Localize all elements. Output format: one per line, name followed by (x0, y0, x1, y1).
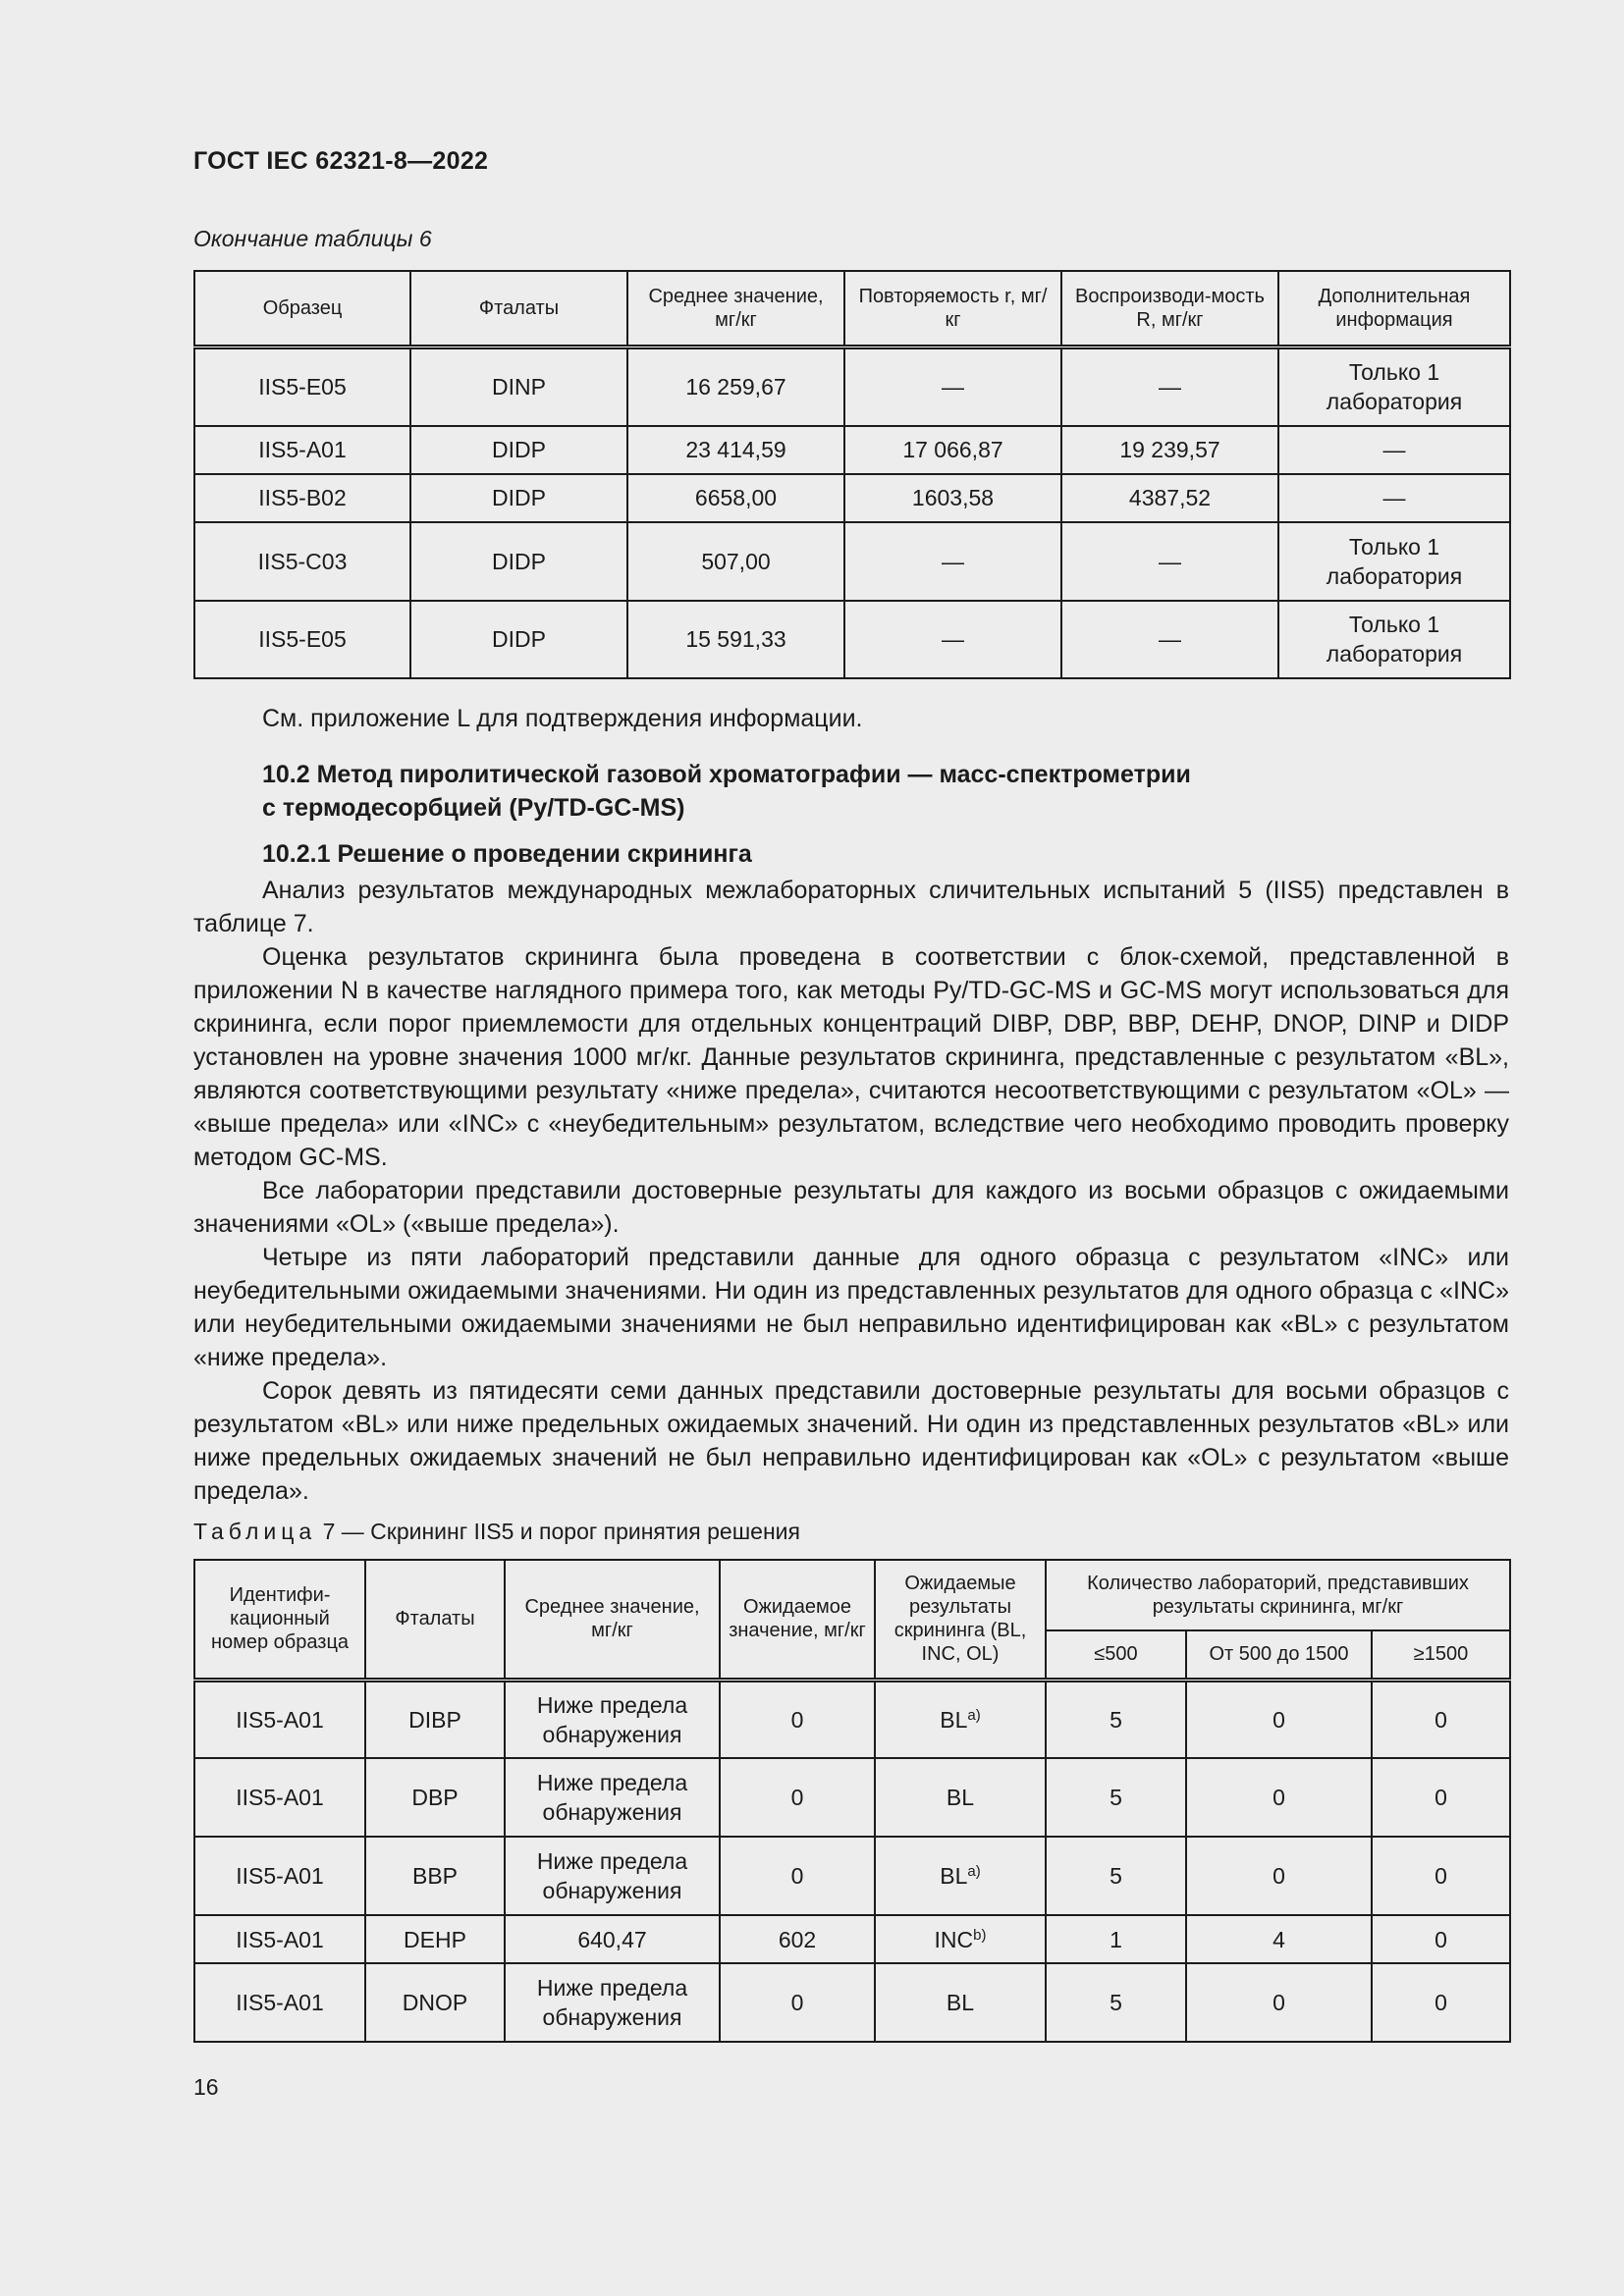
table-cell: 0 (1186, 1680, 1372, 1758)
paragraph: Сорок девять из пятидесяти семи данных представили достоверные результаты для восьми образцов с результатом «BL» или ниже предельных ожидаемых значений. Ни один из представленных результатов «BL» или ниже предельных ожидаемых значений не был неправильно идентифицирован как «OL» с результатом «выше предела». (193, 1377, 1509, 1505)
table-cell: IIS5-A01 (194, 1837, 365, 1915)
table-cell: 0 (1186, 1963, 1372, 2042)
table-row (194, 1758, 1510, 1837)
table6-col-reproducibility: Воспроизводи-мость R, мг/кг (1061, 271, 1278, 347)
table-cell (875, 1915, 1046, 1963)
table-cell: IIS5-C03 (194, 522, 410, 601)
table-cell: — (844, 347, 1061, 426)
table-row (194, 426, 1510, 474)
table-cell: DIDP (410, 522, 627, 601)
table6-col-phthalates: Фталаты (410, 271, 627, 347)
table-cell: DEHP (365, 1915, 505, 1963)
table-cell: — (1061, 601, 1278, 678)
section-heading-line2: с термодесорбцией (Py/TD-GC-MS) (262, 794, 685, 822)
table-cell: 19 239,57 (1061, 426, 1278, 474)
table7-col-expected: Ожидаемое значение, мг/кг (720, 1560, 875, 1680)
table6-col-sample: Образец (194, 271, 410, 347)
table-cell: BBP (365, 1837, 505, 1915)
table-cell (875, 1837, 1046, 1915)
table-cell: — (1061, 347, 1278, 426)
section-heading (262, 758, 1440, 825)
table-cell: DINP (410, 347, 627, 426)
paragraph: Четыре из пяти лабораторий представили данные для одного образца с результатом «INC» или неубедительными ожидаемыми значениями. Ни один из представленных результатов для одного образца с «INC» или неубедительными ожидаемыми значениями не был неправильно идентифицирован как «BL» с результатом «ниже предела». (193, 1244, 1509, 1371)
table-row (194, 522, 1510, 601)
table-row (194, 347, 1510, 426)
table-cell: 5 (1046, 1837, 1186, 1915)
table-cell: DIDP (410, 474, 627, 522)
table-cell (875, 1963, 1046, 2042)
table7-caption (193, 1519, 800, 1545)
table6-caption: Окончание таблицы 6 (193, 226, 432, 251)
table-cell: 0 (1372, 1963, 1510, 2042)
table-cell: 0 (1372, 1758, 1510, 1837)
table-cell: IIS5-A01 (194, 1680, 365, 1758)
footnote-mark: a) (967, 1863, 981, 1880)
table-cell: 0 (1186, 1837, 1372, 1915)
table-cell: 0 (1186, 1758, 1372, 1837)
table7-col-500-1500: От 500 до 1500 (1186, 1630, 1372, 1680)
body-text (193, 874, 1509, 1508)
table-cell: 0 (720, 1963, 875, 2042)
table-cell: 507,00 (627, 522, 844, 601)
table-row (194, 601, 1510, 678)
table-cell: 5 (1046, 1680, 1186, 1758)
table-cell: IIS5-A01 (194, 426, 410, 474)
table-row (194, 474, 1510, 522)
table-cell: 0 (720, 1837, 875, 1915)
table-row (194, 1963, 1510, 2042)
page-number: 16 (193, 2074, 219, 2100)
paragraph: Оценка результатов скрининга была проведена в соответствии с блок-схемой, представленной в приложении N в качестве наглядного примера того, как методы Py/TD-GC-MS и GC-MS могут использоваться для скрининга, если порог приемлемости для отдельных концентраций DIBP, DBP, BBP, DEHP, DNOP, DINP и DIDP установлен на уровне значения 1000 мг/кг. Данные результатов скрининга, представленные с результатом «BL», являются соответствующими результату «ниже предела», считаются несоответствующими с результатом «OL» — «выше предела» или «INC» с «неубедительным» результатом, вследствие чего необходимо проводить проверку методом GC-MS. (193, 943, 1509, 1171)
table-cell: Ниже предела обнаружения (505, 1837, 720, 1915)
table-cell: — (1278, 474, 1510, 522)
result-value: BL (946, 1990, 975, 2015)
table6-header-row (194, 271, 1510, 347)
table-cell: IIS5-A01 (194, 1915, 365, 1963)
table-row (194, 1837, 1510, 1915)
table-cell: Только 1 лаборатория (1278, 601, 1510, 678)
paragraph: Все лаборатории представили достоверные результаты для каждого из восьми образцов с ожидаемыми значениями «OL» («выше предела»). (193, 1177, 1509, 1238)
table-cell: 17 066,87 (844, 426, 1061, 474)
result-value: BL (940, 1863, 968, 1889)
table-cell: 640,47 (505, 1915, 720, 1963)
table-cell: 0 (1372, 1837, 1510, 1915)
result-value: BL (940, 1706, 968, 1733)
table-cell: 0 (720, 1758, 875, 1837)
footnote-mark: b) (973, 1926, 987, 1944)
table6-col-info: Дополнительная информация (1278, 271, 1510, 347)
table7-caption-label: Таблица (193, 1519, 317, 1544)
table7-col-phthalates: Фталаты (365, 1560, 505, 1680)
table-cell: 4 (1186, 1915, 1372, 1963)
table7-col-group: Количество лабораторий, представивших результаты скрининга, мг/кг (1046, 1560, 1510, 1630)
table-cell: DBP (365, 1758, 505, 1837)
footnote-mark: a) (967, 1706, 981, 1724)
table-cell: Ниже предела обнаружения (505, 1963, 720, 2042)
table-cell (875, 1680, 1046, 1758)
table-cell: 6658,00 (627, 474, 844, 522)
appendix-note: См. приложение L для подтверждения информации. (262, 705, 863, 732)
table-cell: Ниже предела обнаружения (505, 1680, 720, 1758)
table-cell: IIS5-A01 (194, 1758, 365, 1837)
table-cell: 16 259,67 (627, 347, 844, 426)
table-cell: DIDP (410, 601, 627, 678)
table-cell: — (1278, 426, 1510, 474)
table-cell: 1 (1046, 1915, 1186, 1963)
table6-col-repeatability: Повторяемость r, мг/кг (844, 271, 1061, 347)
table-cell: DIBP (365, 1680, 505, 1758)
table7-col-mean: Среднее значение, мг/кг (505, 1560, 720, 1680)
table-cell: IIS5-A01 (194, 1963, 365, 2042)
table-cell: 4387,52 (1061, 474, 1278, 522)
table-6 (193, 270, 1511, 679)
table-cell: 5 (1046, 1963, 1186, 2042)
table-row (194, 1915, 1510, 1963)
table-cell: Только 1 лаборатория (1278, 347, 1510, 426)
section-heading-line1: 10.2 Метод пиролитической газовой хроматографии — масс-спектрометрии (262, 761, 1191, 788)
table-cell: 602 (720, 1915, 875, 1963)
table-cell: 5 (1046, 1758, 1186, 1837)
table-cell: 0 (720, 1680, 875, 1758)
table7-col-ge1500: ≥1500 (1372, 1630, 1510, 1680)
result-value: BL (946, 1785, 975, 1810)
table-cell: IIS5-B02 (194, 474, 410, 522)
table7-col-le500: ≤500 (1046, 1630, 1186, 1680)
table7-caption-text: 7 — Скрининг IIS5 и порог принятия решения (316, 1519, 800, 1544)
table6-col-mean: Среднее значение, мг/кг (627, 271, 844, 347)
subsection-heading: 10.2.1 Решение о проведении скрининга (262, 840, 752, 868)
table-cell: DNOP (365, 1963, 505, 2042)
table7-header-row (194, 1560, 1510, 1630)
table-cell: 23 414,59 (627, 426, 844, 474)
table-cell: IIS5-E05 (194, 347, 410, 426)
table-cell: 0 (1372, 1915, 1510, 1963)
table-cell (875, 1758, 1046, 1837)
table-cell: 1603,58 (844, 474, 1061, 522)
table-cell: 15 591,33 (627, 601, 844, 678)
result-value: INC (934, 1926, 974, 1952)
table-cell: 0 (1372, 1680, 1510, 1758)
table-cell: Ниже предела обнаружения (505, 1758, 720, 1837)
table7-col-expected-results: Ожидаемые результаты скрининга (BL, INC, OL) (875, 1560, 1046, 1680)
document-header: ГОСТ IEC 62321-8—2022 (193, 147, 489, 175)
table-cell: — (844, 601, 1061, 678)
paragraph: Анализ результатов международных межлабораторных сличительных испытаний 5 (IIS5) представлен в таблице 7. (193, 877, 1509, 937)
table-7 (193, 1559, 1511, 2043)
table7-col-id: Идентифи-кационный номер образца (194, 1560, 365, 1680)
table-cell: — (1061, 522, 1278, 601)
table-cell: Только 1 лаборатория (1278, 522, 1510, 601)
table-row (194, 1680, 1510, 1758)
table-cell: — (844, 522, 1061, 601)
table-cell: DIDP (410, 426, 627, 474)
table-cell: IIS5-E05 (194, 601, 410, 678)
